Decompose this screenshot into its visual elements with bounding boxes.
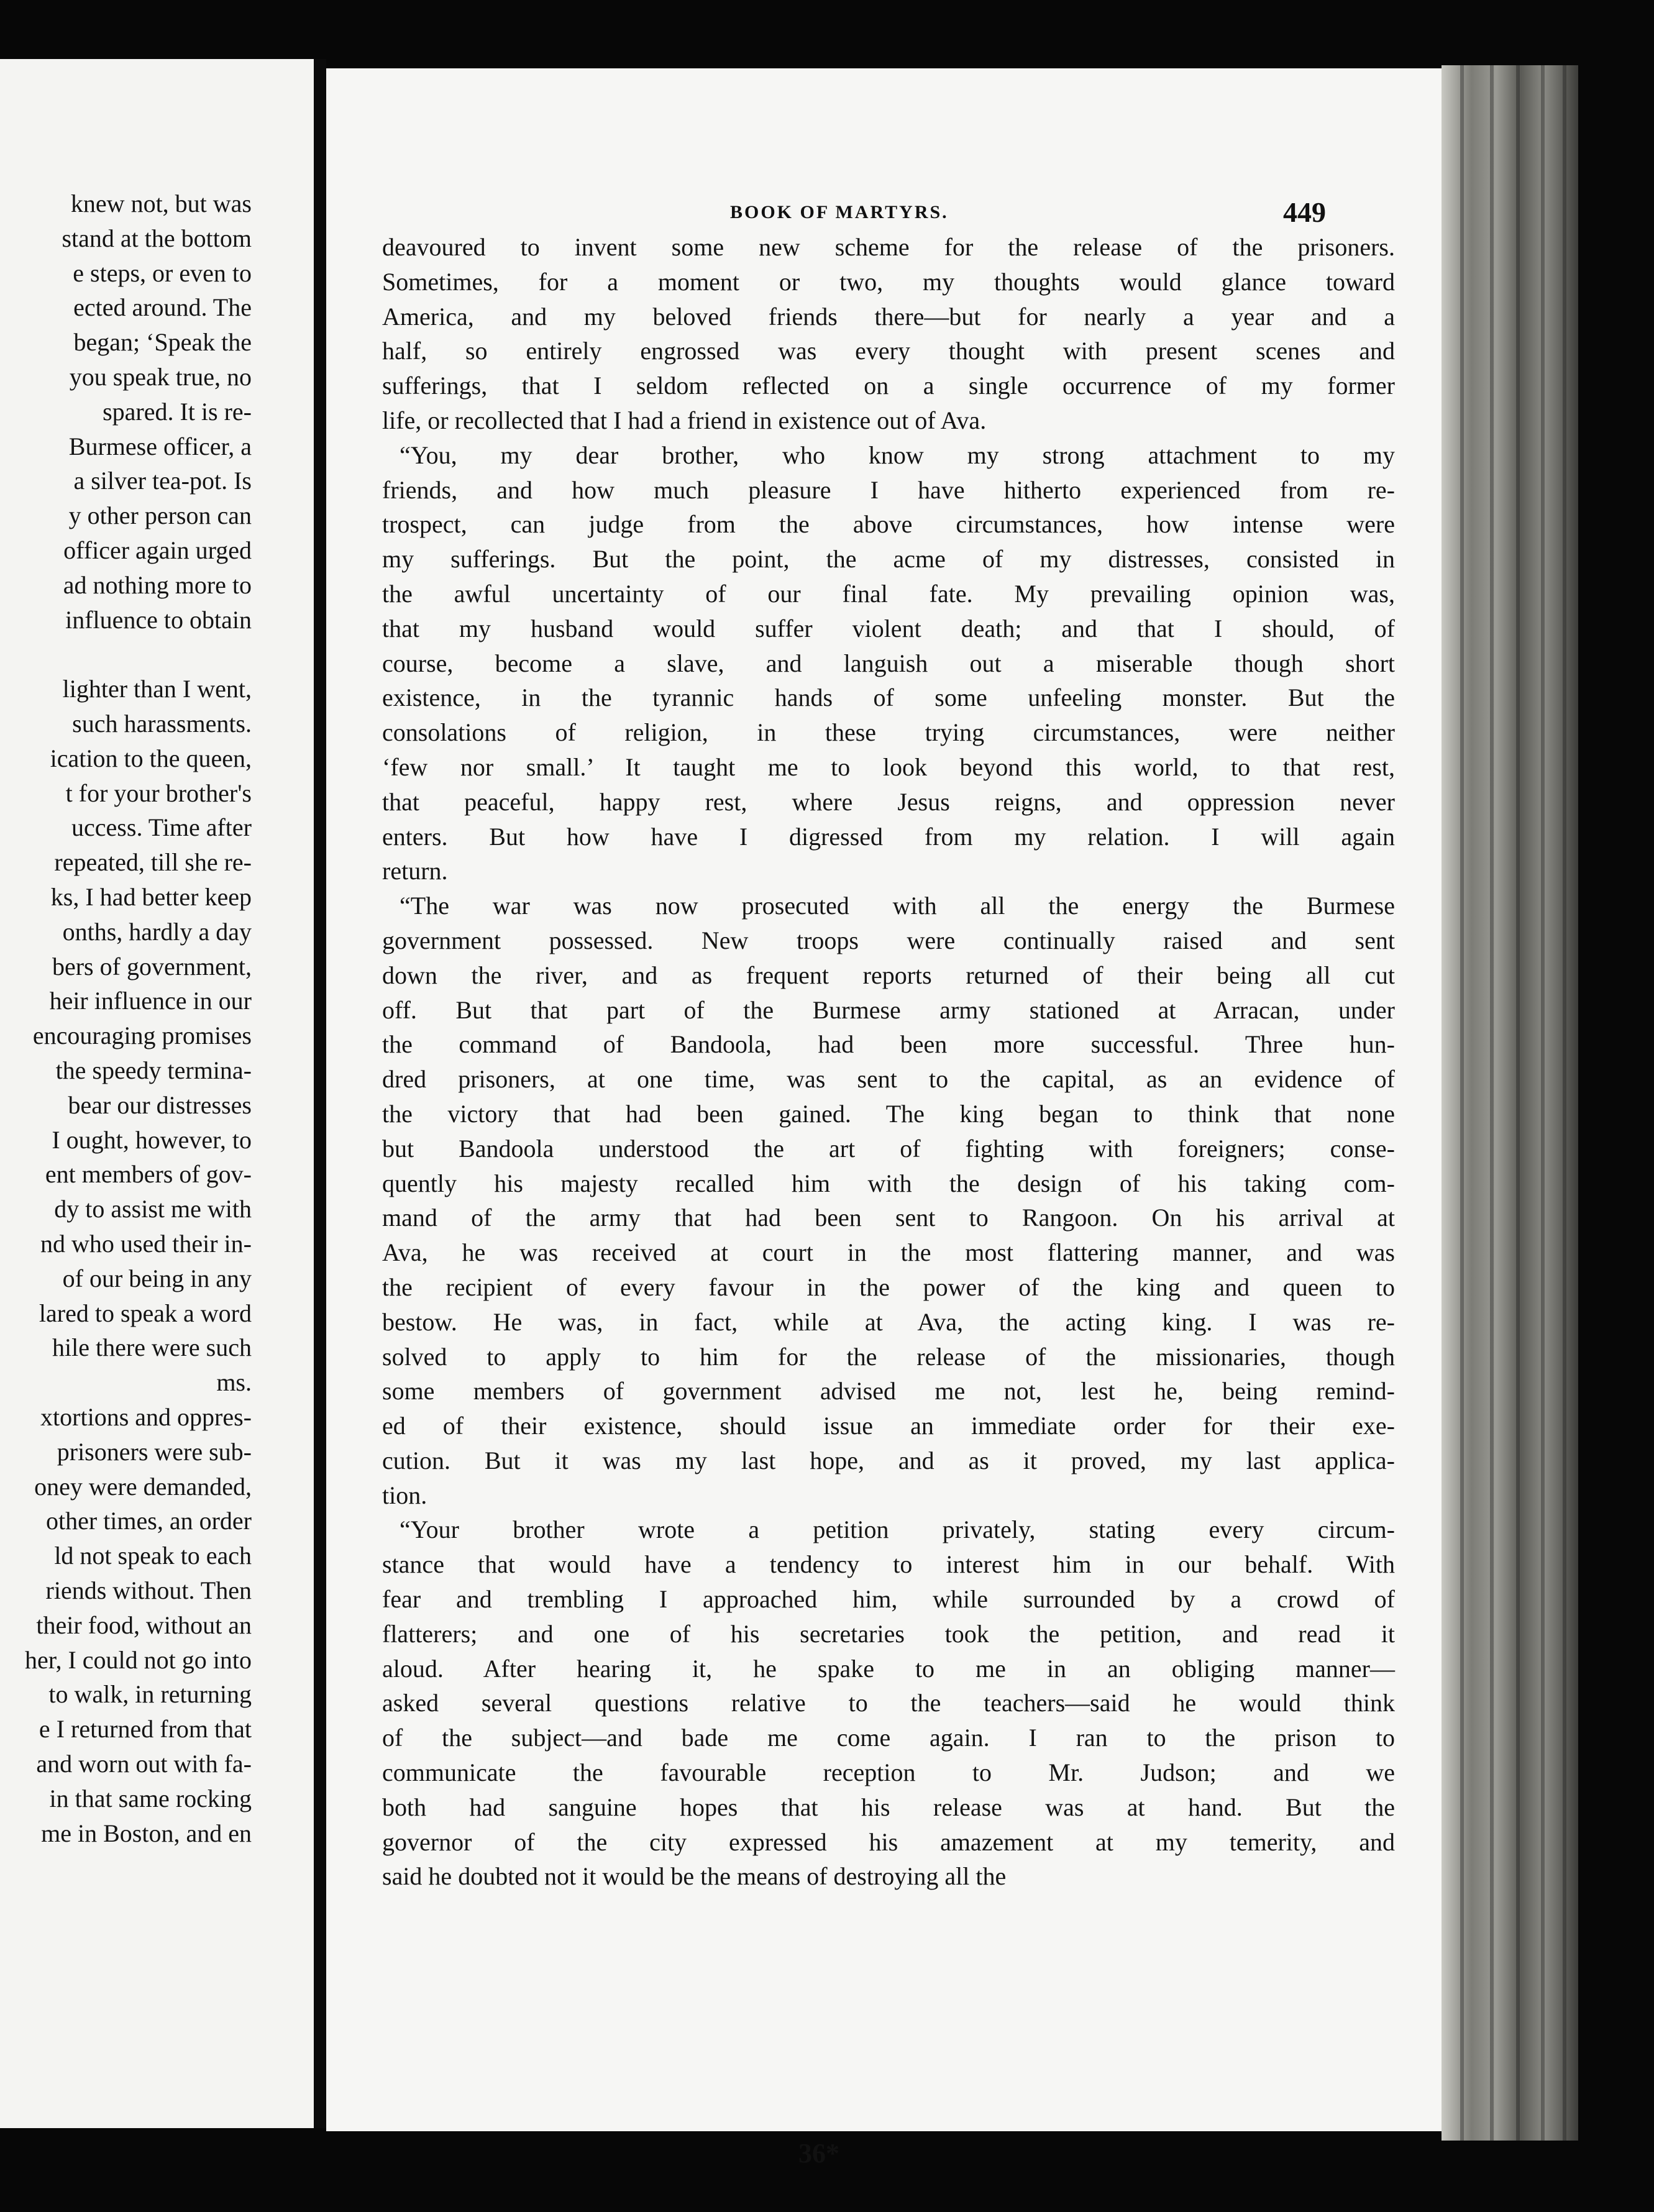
body-line: flatterers; and one of his secretaries took the petition, and read it xyxy=(382,1619,1395,1648)
page-number: 449 xyxy=(1283,196,1326,228)
left-page-line: knew not, but was xyxy=(70,190,252,217)
body-line: communicate the favourable reception to Mr. Judson; and we xyxy=(382,1758,1395,1787)
body-line: governor of the city expressed his amazement at my temerity, and xyxy=(382,1827,1395,1856)
left-page-line: of our being in any xyxy=(62,1264,252,1292)
left-page-fragment xyxy=(0,59,316,2128)
body-line: cution. But it was my last hope, and as it proved, my last applica- xyxy=(382,1446,1395,1474)
left-page-line: ks, I had better keep xyxy=(50,883,252,911)
body-line: that my husband would suffer violent death; and that I should, of xyxy=(382,614,1395,642)
running-head: BOOK OF MARTYRS. xyxy=(730,202,949,222)
body-line: “The war was now prosecuted with all the energy the Burmese xyxy=(400,892,1395,920)
body-line: “Your brother wrote a petition privately, stating every circum- xyxy=(400,1515,1395,1544)
left-page-line: lared to speak a word xyxy=(39,1299,252,1327)
body-line: life, or recollected that I had a friend in existence out of Ava. xyxy=(382,406,987,434)
left-page-line: prisoners were sub- xyxy=(57,1437,252,1466)
body-line: sufferings, that I seldom reflected on a single occurrence of my former xyxy=(382,372,1395,400)
body-line: deavoured to invent some new scheme for the release of the prisoners. xyxy=(382,233,1395,261)
body-line: both had sanguine hopes that his release was at hand. But the xyxy=(382,1793,1395,1821)
body-line: ed of their existence, should issue an immediate order for their exe- xyxy=(382,1412,1395,1440)
body-line: but Bandoola understood the art of fighting with foreigners; conse- xyxy=(382,1134,1395,1163)
left-page-line: her, I could not go into xyxy=(25,1645,252,1674)
left-page-line: ent members of gov- xyxy=(45,1160,252,1189)
left-page-line: e I returned from that xyxy=(39,1715,252,1744)
left-page-line: ad nothing more to xyxy=(63,570,252,599)
body-line: aloud. After hearing it, he spake to me in an obliging manner— xyxy=(382,1654,1395,1683)
body-line: tion. xyxy=(382,1481,427,1509)
left-page-line: bear our distresses xyxy=(68,1090,252,1119)
body-line: ‘few nor small.’ It taught me to look beyond this world, to that rest, xyxy=(382,752,1395,781)
left-page-line: in that same rocking xyxy=(49,1784,252,1812)
left-page-line: y other person can xyxy=(68,501,252,530)
body-line: the recipient of every favour in the power of the king and queen to xyxy=(382,1273,1395,1301)
body-text xyxy=(382,230,1395,1894)
left-page-line: oney were demanded, xyxy=(34,1472,252,1501)
left-page-line: I ought, however, to xyxy=(52,1125,252,1154)
left-page-line: bers of government, xyxy=(52,952,252,980)
left-page-line: repeated, till she re- xyxy=(54,848,252,877)
body-line: off. But that part of the Burmese army stationed at Arracan, under xyxy=(382,995,1395,1024)
body-line: asked several questions relative to the teachers—said he would think xyxy=(382,1689,1395,1717)
left-page-line: to walk, in returning xyxy=(48,1680,252,1709)
body-line: bestow. He was, in fact, while at Ava, the acting king. I was re- xyxy=(382,1307,1395,1336)
left-page-line: t for your brother's xyxy=(65,779,252,807)
left-page-line: began; ‘Speak the xyxy=(73,328,252,357)
left-page-line: such harassments. xyxy=(72,710,252,738)
left-page-line: onths, hardly a day xyxy=(62,917,252,946)
left-page-line: ld not speak to each xyxy=(54,1542,252,1570)
left-page-line: ms. xyxy=(216,1368,252,1397)
left-page-line: you speak true, no xyxy=(69,363,252,391)
body-line: the command of Bandoola, had been more successful. Three hun- xyxy=(382,1030,1395,1059)
body-line: return. xyxy=(382,857,448,885)
body-line: solved to apply to him for the release of the missionaries, though xyxy=(382,1342,1395,1371)
body-line: stance that would have a tendency to interest him in our behalf. With xyxy=(382,1550,1395,1579)
body-line: Ava, he was received at court in the most flattering manner, and was xyxy=(382,1238,1395,1267)
left-page-line: riends without. Then xyxy=(45,1576,252,1604)
left-page-line: nd who used their in- xyxy=(40,1230,252,1258)
body-line: down the river, and as frequent reports returned of their being all cut xyxy=(382,961,1395,989)
body-line: Sometimes, for a moment or two, my thoughts would glance toward xyxy=(382,267,1395,296)
left-page-line: lighter than I went, xyxy=(62,675,252,703)
left-page-line: officer again urged xyxy=(63,536,252,564)
body-line: enters. But how have I digressed from my relation. I will again xyxy=(382,822,1395,851)
left-page-line: the speedy termina- xyxy=(55,1056,252,1084)
left-page-line: me in Boston, and en xyxy=(41,1819,252,1847)
body-line: consolations of religion, in these trying circumstances, were neither xyxy=(382,718,1395,747)
left-page-line: xtortions and oppres- xyxy=(40,1403,252,1431)
body-line: the awful uncertainty of our final fate. My prevailing opinion was, xyxy=(382,579,1395,608)
left-page-line: e steps, or even to xyxy=(73,258,252,287)
left-page-line: encouraging promises xyxy=(32,1021,252,1050)
page-edge xyxy=(1442,65,1578,2141)
left-page-line: influence to obtain xyxy=(65,605,252,634)
left-page-line: heir influence in our xyxy=(49,987,252,1015)
body-line: dred prisoners, at one time, was sent to the capital, as an evidence of xyxy=(382,1065,1395,1094)
body-line: half, so entirely engrossed was every thought with present scenes and xyxy=(382,337,1395,365)
body-line: mand of the army that had been sent to Rangoon. On his arrival at xyxy=(382,1204,1395,1232)
body-line: that peaceful, happy rest, where Jesus reigns, and oppression never xyxy=(382,787,1395,816)
body-line: said he doubted not it would be the means of destroying all the xyxy=(382,1862,1007,1891)
book-gutter xyxy=(314,59,326,2128)
left-page-line: uccess. Time after xyxy=(71,813,252,842)
body-line: friends, and how much pleasure I have hitherto experienced from re- xyxy=(382,475,1395,504)
left-page-line: hile there were such xyxy=(52,1333,252,1362)
body-line: quently his majesty recalled him with the design of his taking com- xyxy=(382,1169,1395,1197)
left-page-line: stand at the bottom xyxy=(62,224,252,252)
body-line: “You, my dear brother, who know my strong attachment to my xyxy=(400,441,1395,469)
signature-mark: 36* xyxy=(798,2138,839,2169)
body-line: trospect, can judge from the above circumstances, how intense were xyxy=(382,510,1395,539)
left-page-line: a silver tea-pot. Is xyxy=(73,467,252,495)
body-line: my sufferings. But the point, the acme of my distresses, consisted in xyxy=(382,545,1395,574)
body-line: existence, in the tyrannic hands of some unfeeling monster. But the xyxy=(382,683,1395,712)
left-page-line: ected around. The xyxy=(73,293,252,322)
left-page-line: spared. It is re- xyxy=(103,397,252,426)
body-line: the victory that had been gained. The king began to think that none xyxy=(382,1099,1395,1128)
body-line: America, and my beloved friends there—but for nearly a year and a xyxy=(382,302,1395,331)
left-page-line: ication to the queen, xyxy=(50,744,252,772)
left-page-line: Burmese officer, a xyxy=(68,432,252,460)
left-page-line: dy to assist me with xyxy=(54,1195,252,1223)
body-line: of the subject—and bade me come again. I ran to the prison to xyxy=(382,1724,1395,1752)
left-page-line: other times, an order xyxy=(46,1507,252,1535)
right-page xyxy=(326,68,1469,2169)
body-line: fear and trembling I approached him, while surrounded by a crowd of xyxy=(382,1585,1395,1614)
left-page-line: their food, without an xyxy=(36,1611,252,1639)
body-line: some members of government advised me not, lest he, being remind- xyxy=(382,1377,1395,1405)
left-page-line: and worn out with fa- xyxy=(36,1750,252,1778)
body-line: government possessed. New troops were continually raised and sent xyxy=(382,926,1395,954)
body-line: course, become a slave, and languish out a miserable though short xyxy=(382,649,1395,677)
